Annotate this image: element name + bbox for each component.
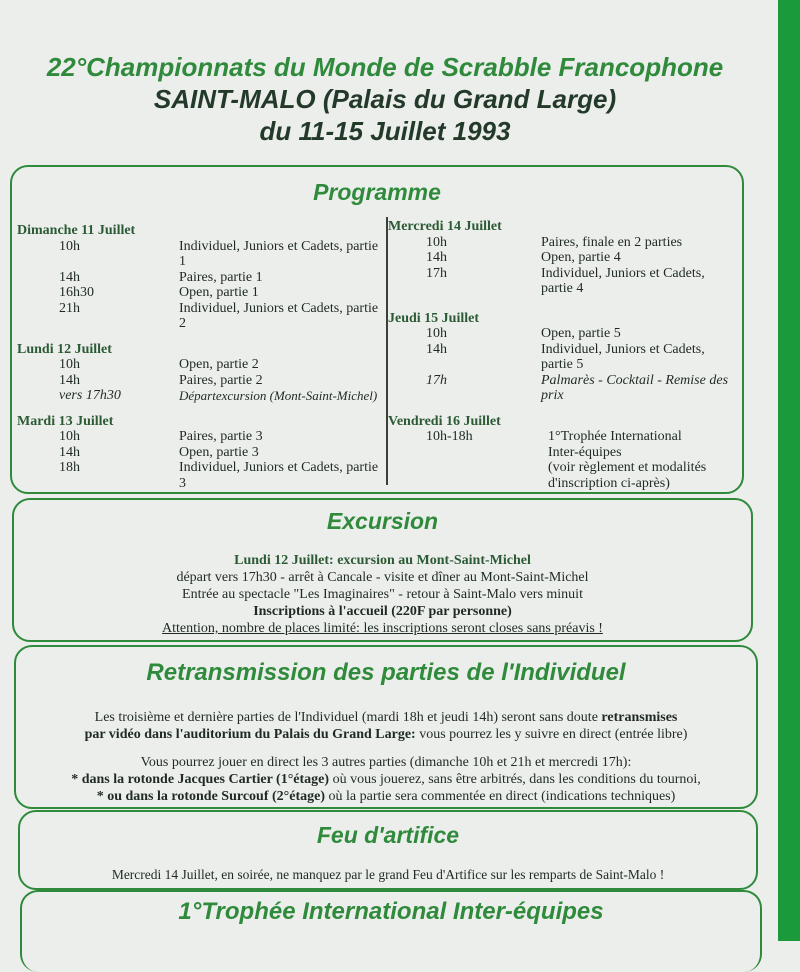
schedule-row: 17h Individuel, Juniors et Cadets, partie 4 — [426, 265, 705, 296]
schedule-row: 14h Individuel, Juniors et Cadets, partie 5 — [426, 341, 705, 372]
schedule-row: 17h Palmarès - Cocktail - Remise des prix — [426, 372, 729, 403]
retransmission-title: Retransmission des parties de l'Individuel — [146, 659, 626, 686]
feu-artifice-text: Mercredi 14 Juillet, en soirée, ne manquez par le grand Feu d'Artifice sur les remparts de Saint-Malo ! — [111, 867, 665, 882]
day-label: Lundi 12 Juillet — [17, 341, 112, 357]
schedule-row: Inter-équipes — [548, 444, 622, 460]
excursion-title: Excursion — [326, 508, 439, 534]
programme-title: Programme — [313, 179, 441, 205]
schedule-row: 10h Paires, partie 3 — [59, 429, 263, 444]
title-line-1: 22°Championnats du Monde de Scrabble Francophone — [46, 52, 724, 82]
trophee-title: 1°Trophée International Inter-équipes — [178, 898, 604, 925]
retransmission-paragraph-2: Vous pourrez jouer en direct les 3 autres parties (dimanche 10h et 21h et mercredi 17h): — [140, 755, 632, 770]
day-label: Vendredi 16 Juillet — [388, 413, 501, 429]
schedule-row: 14h Paires, partie 1 — [59, 269, 263, 285]
schedule-row: 21h Individuel, Juniors et Cadets, partie 2 — [59, 300, 379, 331]
schedule-row: 16h30 Open, partie 1 — [59, 285, 259, 300]
green-margin-band — [778, 0, 800, 941]
excursion-box — [12, 498, 753, 642]
programme-box — [10, 165, 744, 494]
retransmission-box — [14, 645, 758, 809]
schedule-row: (voir règlement et modalités — [548, 460, 707, 475]
excursion-line-4: Inscriptions à l'accueil (220F par personne) — [253, 604, 512, 619]
schedule-day — [17, 223, 387, 332]
feu-artifice-box — [18, 810, 758, 890]
schedule-row: 10h Open, partie 5 — [426, 326, 621, 341]
programme-left-column — [17, 223, 387, 491]
excursion-line-3: Entrée au spectacle "Les Imaginaires" - retour à Saint-Malo vers minuit — [182, 587, 583, 602]
schedule-day — [388, 219, 738, 297]
schedule-row: 10h-18h 1°Trophée International — [426, 429, 682, 444]
title-line-3: du 11-15 Juillet 1993 — [259, 116, 511, 146]
trophee-box — [20, 890, 762, 972]
schedule-row: 10h Open, partie 2 — [59, 357, 259, 372]
title-line-2: SAINT-MALO (Palais du Grand Large) — [153, 84, 617, 114]
excursion-line-2: départ vers 17h30 - arrêt à Cancale - visite et dîner au Mont-Saint-Michel — [176, 570, 589, 585]
day-label: Mercredi 14 Juillet — [388, 219, 502, 234]
schedule-day — [388, 311, 738, 404]
day-label: Dimanche 11 Juillet — [17, 223, 136, 238]
schedule-day — [17, 342, 387, 404]
schedule-row: 10h Paires, finale en 2 parties — [426, 234, 683, 250]
retransmission-paragraph-1b: par vidéo dans l'auditorium du Palais du Grand Large: vous pourrez les y suivre en direct (entrée libre) — [84, 727, 688, 742]
schedule-row: vers 17h30 Départexcursion (Mont-Saint-Michel) — [59, 388, 378, 403]
retransmission-bullet-2: * ou dans la rotonde Surcouf (2°étage) où la partie sera commentée en direct (indications techniques) — [96, 789, 676, 804]
schedule-row: 18h Individuel, Juniors et Cadets, partie 3 — [59, 460, 379, 491]
schedule-row: 14h Paires, partie 2 — [59, 372, 263, 388]
schedule-row: 14h Open, partie 3 — [59, 444, 259, 460]
schedule-day — [388, 414, 738, 492]
excursion-line-5: Attention, nombre de places limité: les inscriptions seront closes sans préavis ! — [162, 621, 603, 636]
excursion-line-1: Lundi 12 Juillet: excursion au Mont-Saint-Michel — [234, 553, 531, 568]
schedule-row: 10h Individuel, Juniors et Cadets, partie 1 — [59, 238, 379, 269]
feu-artifice-title: Feu d'artifice — [316, 822, 460, 848]
schedule-row: 14h Open, partie 4 — [426, 250, 621, 265]
retransmission-paragraph-1a: Les troisième et dernière parties de l'Individuel (mardi 18h et jeudi 14h) seront sans doute retransmises — [94, 710, 678, 725]
day-label: Jeudi 15 Juillet — [388, 310, 480, 326]
day-label: Mardi 13 Juillet — [17, 413, 114, 429]
schedule-row: d'inscription ci-après) — [548, 475, 670, 491]
retransmission-bullet-1: * dans la rotonde Jacques Cartier (1°étage) où vous jouerez, sans être arbitrés, dans les conditions du tournoi, — [71, 772, 701, 787]
schedule-day — [17, 414, 387, 492]
programme-right-column — [388, 219, 738, 491]
